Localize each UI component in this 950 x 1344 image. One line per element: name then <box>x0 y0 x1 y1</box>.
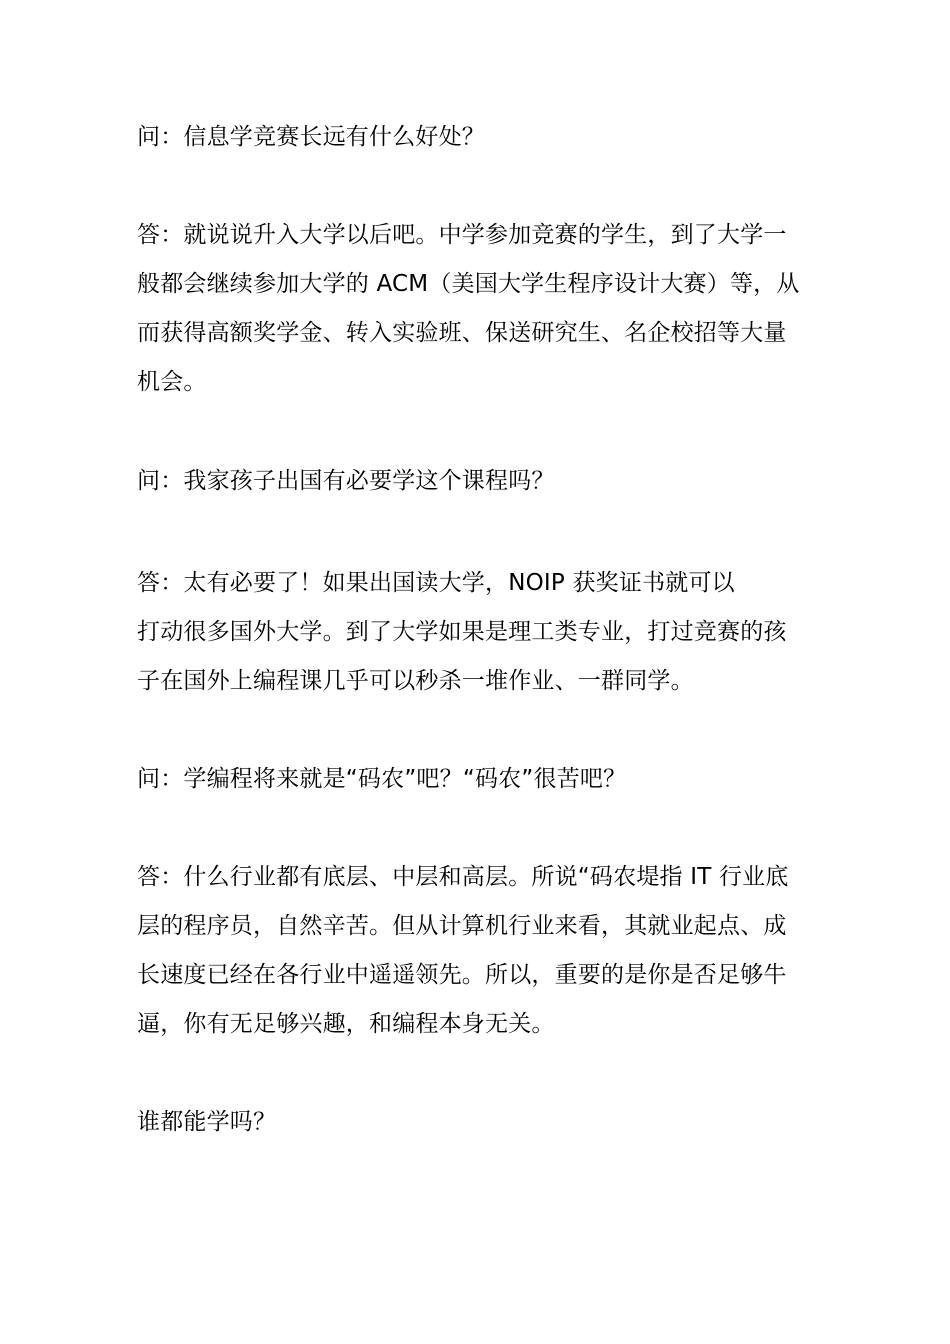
answer-3-line-1: 答：什么行业都有底层、中层和高层。所说“码农堤指 IT 行业底 <box>137 864 789 890</box>
question-4: 谁都能学吗？ <box>137 1109 277 1135</box>
question-3: 问：学编程将来就是“码农”吧？“码农”很苦吧？ <box>137 766 627 792</box>
answer-1-line-4: 机会。 <box>137 369 207 395</box>
answer-3-line-4: 逼，你有无足够兴趣，和编程本身无关。 <box>137 1011 555 1037</box>
answer-2-line-3: 子在国外上编程课几乎可以秒杀一堆作业、一群同学。 <box>137 668 694 694</box>
answer-2-line-2: 打动很多国外大学。到了大学如果是理工类专业，打过竞赛的孩 <box>137 619 787 645</box>
answer-3-line-3: 长速度已经在各行业中遥遥领先。所以，重要的是你是否足够牛 <box>137 962 787 988</box>
answer-1-line-3: 而获得高额奖学金、转入实验班、保送研究生、名企校招等大量 <box>137 320 787 346</box>
answer-2-line-1: 答：太有必要了！如果出国读大学，NOIP 获奖证书就可以 <box>137 570 735 596</box>
answer-3-line-2: 层的程序员，自然辛苦。但从计算机行业来看，其就业起点、成 <box>137 913 787 939</box>
question-1: 问：信息学竞赛长远有什么好处？ <box>137 124 485 150</box>
question-2: 问：我家孩子出国有必要学这个课程吗？ <box>137 468 555 494</box>
answer-1-line-2: 般都会继续参加大学的 ACM（美国大学生程序设计大赛）等，从 <box>137 271 800 297</box>
answer-1-line-1: 答：就说说升入大学以后吧。中学参加竞赛的学生，到了大学一 <box>137 222 787 248</box>
